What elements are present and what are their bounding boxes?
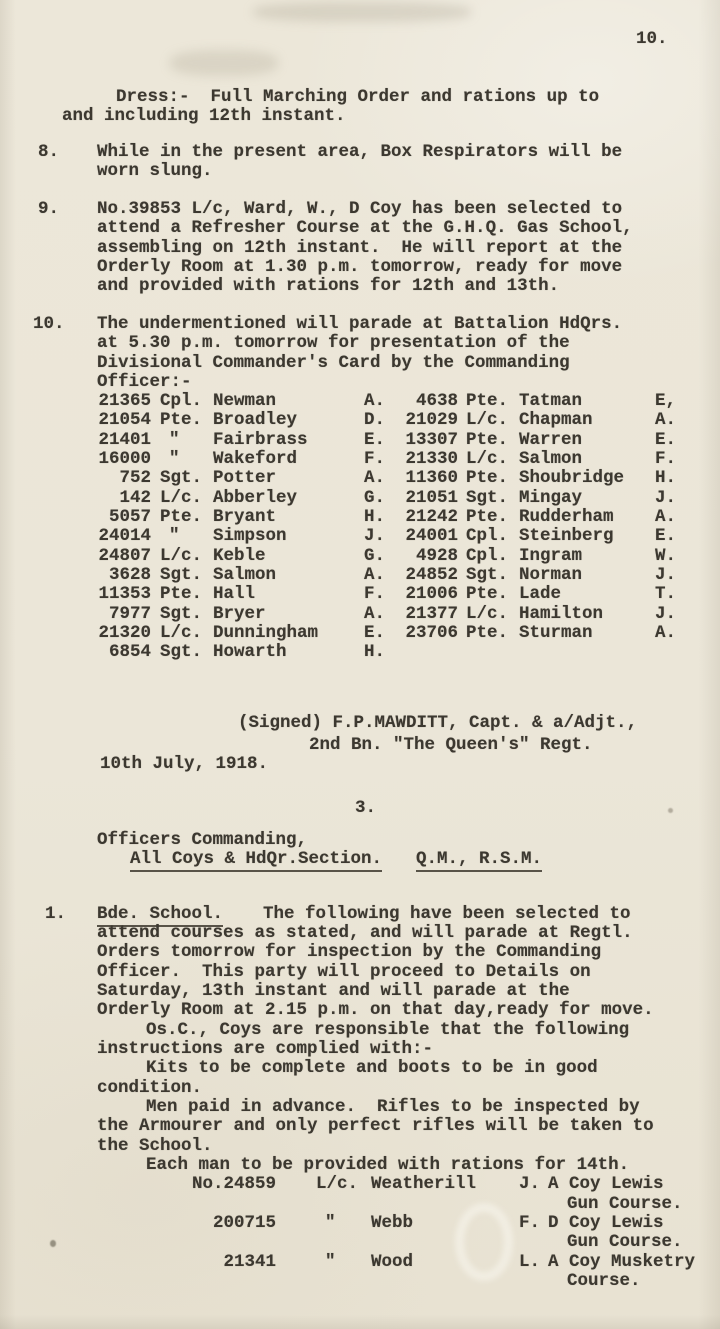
addressees-underlined-a: All Coys & HdQr.Section. xyxy=(130,850,382,872)
course-num: 21341 xyxy=(223,1252,276,1272)
course-rank: " xyxy=(325,1252,336,1272)
roster-r-rank: Pte. xyxy=(466,429,509,450)
item-8-line: While in the present area, Box Respirators will be xyxy=(97,142,623,162)
roster-l-rank: Pte. xyxy=(160,506,203,527)
item-1-line: attend courses as stated, and will parade at Regtl. xyxy=(97,923,633,943)
roster-r-rank: Cpl. xyxy=(466,526,509,547)
roster-l-num: 21401 xyxy=(98,429,151,450)
page-number: 10. xyxy=(636,29,668,49)
roster-l-rank: Cpl. xyxy=(160,391,203,411)
item-1-line: condition. xyxy=(97,1078,203,1098)
roster-l-coy: E. xyxy=(364,429,386,450)
roster-r-rank: L/c. xyxy=(466,410,509,431)
roster-r-name: Shoubridge xyxy=(519,468,625,489)
course-course1: A Coy Lewis xyxy=(548,1174,664,1194)
roster-row xyxy=(0,585,720,604)
roster-r-rank: Pte. xyxy=(466,468,509,489)
roster-r-num: 4638 xyxy=(415,391,458,411)
roster-r-coy: E, xyxy=(655,391,677,411)
roster-row xyxy=(0,469,720,488)
roster-l-num: 24807 xyxy=(98,545,151,566)
course-course2: Gun Course. xyxy=(567,1232,683,1252)
roster-r-rank: L/c. xyxy=(466,448,509,469)
item-1-line: Orders tomorrow for inspection by the Commanding xyxy=(97,942,602,962)
roster-row xyxy=(0,605,720,624)
roster-row xyxy=(0,547,720,566)
roster-r-name: Ingram xyxy=(519,545,583,566)
course-initial: J. xyxy=(519,1174,541,1194)
roster-r-rank: Pte. xyxy=(466,584,509,605)
course-row-wrap xyxy=(0,1195,720,1214)
roster-l-coy: H. xyxy=(364,642,386,663)
roster-l-rank: Sgt. xyxy=(160,564,203,585)
item-10-line: The undermentioned will parade at Battalion HdQrs. xyxy=(97,314,623,334)
course-row xyxy=(0,1175,720,1194)
roster-l-rank: Pte. xyxy=(160,410,203,431)
roster-r-coy: A. xyxy=(655,410,677,431)
roster-l-rank: Pte. xyxy=(160,584,203,605)
item-9-line: No.39853 L/c, Ward, W., D Coy has been selected to xyxy=(97,199,623,219)
roster-r-name: Lade xyxy=(519,584,562,605)
roster-l-name: Howarth xyxy=(213,642,287,663)
item-1-line: Men paid in advance. Rifles to be inspected by xyxy=(146,1097,640,1117)
roster-r-num: 21330 xyxy=(405,448,458,469)
roster-row xyxy=(0,489,720,508)
roster-l-coy: F. xyxy=(364,448,386,469)
roster-r-rank: Sgt. xyxy=(466,564,509,585)
roster-l-num: 6854 xyxy=(108,642,151,663)
roster-r-name: Tatman xyxy=(519,391,583,411)
roster-l-coy: A. xyxy=(364,564,386,585)
roster-l-rank: L/c. xyxy=(160,487,203,508)
roster-l-name: Bryant xyxy=(213,506,277,527)
item-1-line: the School. xyxy=(97,1136,213,1156)
roster-r-num: 24852 xyxy=(405,564,458,585)
roster-l-rank: L/c. xyxy=(160,622,203,643)
roster-r-num: 13307 xyxy=(405,429,458,450)
course-course1: D Coy Lewis xyxy=(548,1213,664,1233)
roster-r-num: 4928 xyxy=(415,545,458,566)
roster-l-coy: A. xyxy=(364,468,386,489)
roster-l-name: Fairbrass xyxy=(213,429,308,450)
roster-l-coy: F. xyxy=(364,584,386,605)
roster-l-coy: E. xyxy=(364,622,386,643)
roster-row xyxy=(0,624,720,643)
roster-l-name: Simpson xyxy=(213,526,287,547)
roster-l-num: 7977 xyxy=(108,603,151,624)
roster-r-name: Salmon xyxy=(519,448,583,469)
roster-l-coy: D. xyxy=(364,410,386,431)
roster-r-num: 21377 xyxy=(405,603,458,624)
item-1-line: Kits to be complete and boots to be in good xyxy=(146,1058,598,1078)
roster-l-rank: L/c. xyxy=(160,545,203,566)
roster-row xyxy=(0,508,720,527)
item-10-line: at 5.30 p.m. tomorrow for presentation of the xyxy=(97,333,570,353)
item-1-line: Saturday, 13th instant and will parade at the xyxy=(97,981,570,1001)
roster-r-name: Sturman xyxy=(519,622,593,643)
roster-l-name: Broadley xyxy=(213,410,298,431)
item-1-line: Officer. This party will proceed to Details on xyxy=(97,962,591,982)
course-row xyxy=(0,1214,720,1233)
roster-l-num: 752 xyxy=(119,468,151,489)
course-initial: L. xyxy=(519,1252,541,1272)
course-num: No.24859 xyxy=(191,1174,276,1194)
item-1-line: instructions are complied with:- xyxy=(97,1039,434,1059)
roster-l-rank: Sgt. xyxy=(160,642,203,663)
roster-row xyxy=(0,392,720,411)
roster-row xyxy=(0,450,720,469)
roster-r-name: Warren xyxy=(519,429,583,450)
paper-ink-speck xyxy=(668,808,673,813)
roster-r-name: Steinberg xyxy=(519,526,614,547)
item-9-number: 9. xyxy=(38,199,60,219)
roster-l-num: 11353 xyxy=(98,584,151,605)
paper-bleedthrough-smudge xyxy=(253,2,471,22)
roster-r-rank: Cpl. xyxy=(466,545,509,566)
roster-l-num: 16000 xyxy=(98,448,151,469)
roster-l-name: Bryer xyxy=(213,603,266,624)
course-course2: Course. xyxy=(567,1271,641,1291)
roster-r-num: 24001 xyxy=(405,526,458,547)
course-initial: F. xyxy=(519,1213,541,1233)
roster-l-name: Dunningham xyxy=(213,622,319,643)
roster-r-coy: E. xyxy=(655,429,677,450)
item-1-line: Each man to be provided with rations for 14th. xyxy=(146,1155,630,1175)
roster-r-num: 21006 xyxy=(405,584,458,605)
item-9-line: attend a Refresher Course at the G.H.Q. Gas School, xyxy=(97,218,633,238)
roster-r-name: Norman xyxy=(519,564,583,585)
roster-l-rank: Sgt. xyxy=(160,603,203,624)
course-row-wrap xyxy=(0,1233,720,1252)
roster-l-num: 5057 xyxy=(108,506,151,527)
roster-row xyxy=(0,431,720,450)
item-1-heading: Bde. School. xyxy=(97,905,223,927)
item-8-line: worn slung. xyxy=(97,161,213,181)
item-8-number: 8. xyxy=(38,142,60,162)
signature-unit-line: 2nd Bn. "The Queen's" Regt. xyxy=(309,735,593,755)
course-name: Webb xyxy=(371,1213,414,1233)
course-row xyxy=(0,1253,720,1272)
roster-r-coy: J. xyxy=(655,564,677,585)
roster-r-num: 21051 xyxy=(405,487,458,508)
item-1-heading-rest: The following have been selected to xyxy=(263,904,631,924)
roster-r-coy: F. xyxy=(655,448,677,469)
roster-l-name: Keble xyxy=(213,545,266,566)
item-10-line: Officer:- xyxy=(97,372,192,392)
course-rank: " xyxy=(325,1213,336,1233)
roster-r-coy: E. xyxy=(655,526,677,547)
roster-r-rank: Pte. xyxy=(466,622,509,643)
roster-l-name: Hall xyxy=(213,584,256,605)
item-9-line: assembling on 12th instant. He will report at the xyxy=(97,238,623,258)
addressees-line: Officers Commanding, xyxy=(97,830,308,850)
roster-r-rank: L/c. xyxy=(466,603,509,624)
roster-l-rank: Sgt. xyxy=(160,468,203,489)
item-1-number: 1. xyxy=(45,904,67,924)
roster-l-coy: A. xyxy=(364,603,386,624)
roster-r-rank: Pte. xyxy=(466,391,509,411)
roster-l-num: 142 xyxy=(119,487,151,508)
roster-r-coy: J. xyxy=(655,487,677,508)
roster-l-rank: " xyxy=(169,526,180,547)
roster-l-coy: H. xyxy=(364,506,386,527)
course-course2: Gun Course. xyxy=(567,1194,683,1214)
section-number: 3. xyxy=(355,798,377,818)
roster-r-coy: A. xyxy=(655,622,677,643)
roster-l-num: 3628 xyxy=(108,564,151,585)
roster-l-num: 21054 xyxy=(98,410,151,431)
addressees-underlined-b: Q.M., R.S.M. xyxy=(416,850,542,872)
roster-l-coy: G. xyxy=(364,545,386,566)
roster-r-num: 21242 xyxy=(405,506,458,527)
roster-l-num: 21365 xyxy=(98,391,151,411)
roster-r-rank: Sgt. xyxy=(466,487,509,508)
roster-l-name: Newman xyxy=(213,391,277,411)
course-course1: A Coy Musketry xyxy=(548,1252,696,1272)
signature-line: (Signed) F.P.MAWDITT, Capt. & a/Adjt., xyxy=(238,713,638,733)
roster-r-coy: H. xyxy=(655,468,677,489)
course-name: Wood xyxy=(371,1252,414,1272)
roster-l-coy: J. xyxy=(364,526,386,547)
item-9-line: and provided with rations for 12th and 13th. xyxy=(97,276,560,296)
roster-l-name: Abberley xyxy=(213,487,298,508)
roster-row xyxy=(0,527,720,546)
item-9-line: Orderly Room at 1.30 p.m. tomorrow, ready for move xyxy=(97,257,623,277)
paper-bleedthrough-smudge xyxy=(170,50,278,76)
roster-l-num: 24014 xyxy=(98,526,151,547)
course-name: Weatherill xyxy=(371,1174,477,1194)
roster-l-rank: " xyxy=(169,448,180,469)
roster-r-coy: A. xyxy=(655,506,677,527)
roster-r-name: Mingay xyxy=(519,487,583,508)
document-date: 10th July, 1918. xyxy=(100,754,269,774)
roster-l-rank: " xyxy=(169,429,180,450)
dress-note-line-1: Dress:- Full Marching Order and rations up to xyxy=(116,87,600,107)
roster-r-rank: Pte. xyxy=(466,506,509,527)
roster-l-name: Potter xyxy=(213,468,277,489)
roster-r-num: 23706 xyxy=(405,622,458,643)
roster-row xyxy=(0,411,720,430)
roster-l-coy: A. xyxy=(364,391,386,411)
roster-r-coy: T. xyxy=(655,584,677,605)
item-1-line: the Armourer and only perfect rifles will be taken to xyxy=(97,1116,654,1136)
course-rank: L/c. xyxy=(316,1174,359,1194)
roster-r-num: 11360 xyxy=(405,468,458,489)
item-1-line: Os.C., Coys are responsible that the following xyxy=(146,1020,630,1040)
roster-row xyxy=(0,566,720,585)
roster-r-coy: W. xyxy=(655,545,677,566)
item-1-line: Orderly Room at 2.15 p.m. on that day,ready for move. xyxy=(97,1000,654,1020)
roster-r-name: Chapman xyxy=(519,410,593,431)
roster-l-name: Salmon xyxy=(213,564,277,585)
roster-r-coy: J. xyxy=(655,603,677,624)
roster-r-name: Rudderham xyxy=(519,506,614,527)
roster-l-name: Wakeford xyxy=(213,448,298,469)
course-num: 200715 xyxy=(212,1213,276,1233)
paper-bottom-shadow xyxy=(0,1315,720,1329)
roster-l-num: 21320 xyxy=(98,622,151,643)
roster-r-name: Hamilton xyxy=(519,603,604,624)
roster-row xyxy=(0,643,720,662)
item-10-number: 10. xyxy=(33,314,65,334)
roster-l-coy: G. xyxy=(364,487,386,508)
item-10-line: Divisional Commander's Card by the Commanding xyxy=(97,353,570,373)
course-row-wrap xyxy=(0,1272,720,1291)
roster-r-num: 21029 xyxy=(405,410,458,431)
dress-note-line-2: and including 12th instant. xyxy=(62,106,346,126)
